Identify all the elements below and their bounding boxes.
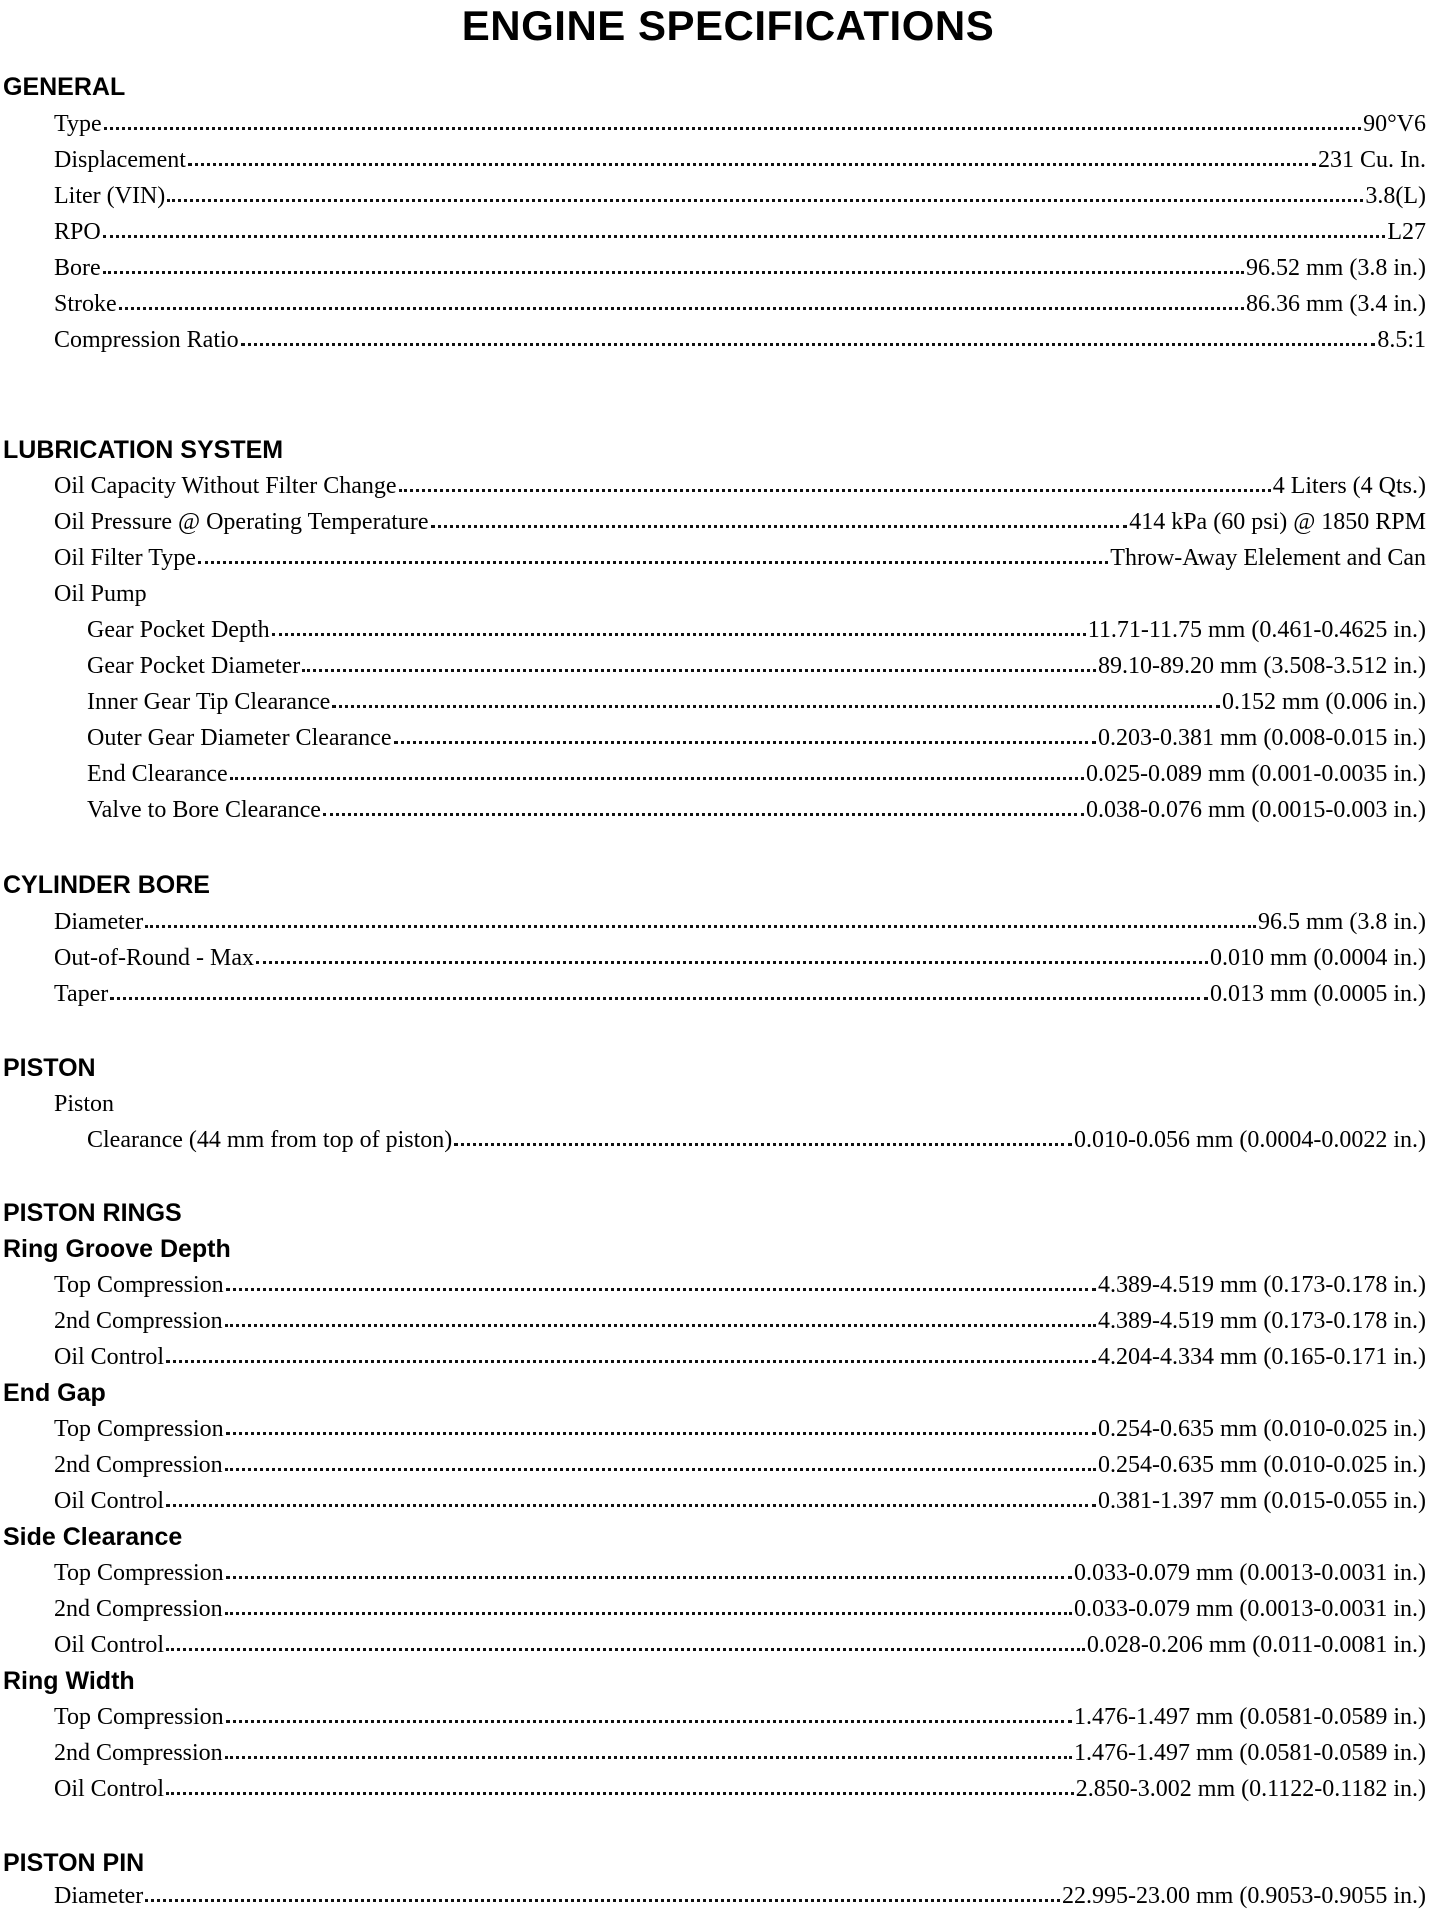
dot-leader [198, 561, 1108, 564]
spec-row [54, 504, 1426, 540]
spec-row [54, 1339, 1426, 1375]
oil-pump-label: Oil Pump [54, 581, 147, 607]
spec-row [54, 1591, 1426, 1627]
section-heading-lubrication: LUBRICATION SYSTEM [3, 436, 284, 464]
spec-row [54, 214, 1426, 250]
dot-leader [225, 1468, 1096, 1471]
spec-value: 0.013 mm (0.0005 in.) [1210, 981, 1426, 1007]
dot-leader [110, 997, 1208, 1000]
spec-label: 2nd Compression [54, 1740, 223, 1766]
spec-label: Valve to Bore Clearance [87, 797, 321, 823]
dot-leader [225, 1324, 1096, 1327]
spec-row [87, 756, 1426, 792]
spec-value: 4 Liters (4 Qts.) [1272, 473, 1426, 499]
spec-value: 89.10-89.20 mm (3.508-3.512 in.) [1098, 653, 1426, 679]
spec-label: 2nd Compression [54, 1452, 223, 1478]
dot-leader [454, 1143, 1072, 1146]
spec-value: 231 Cu. In. [1318, 147, 1426, 173]
dot-leader [226, 1432, 1096, 1435]
spec-value: 3.8(L) [1365, 183, 1426, 209]
spec-row [54, 1735, 1426, 1771]
spec-label: Type [54, 111, 102, 137]
spec-label: Top Compression [54, 1416, 224, 1442]
spec-value: 96.5 mm (3.8 in.) [1258, 909, 1426, 935]
spec-row [87, 684, 1426, 720]
spec-value: 0.028-0.206 mm (0.011-0.0081 in.) [1086, 1632, 1426, 1658]
section-heading-general: GENERAL [3, 73, 126, 101]
spec-row [54, 1447, 1426, 1483]
spec-row [54, 1555, 1426, 1591]
spec-label: Oil Control [54, 1488, 165, 1514]
spec-value: L27 [1387, 219, 1426, 245]
spec-row [54, 1771, 1426, 1807]
spec-label: Outer Gear Diameter Clearance [87, 725, 392, 751]
dot-leader [302, 669, 1096, 672]
spec-value: 0.254-0.635 mm (0.010-0.025 in.) [1098, 1452, 1426, 1478]
dot-leader [230, 777, 1084, 780]
subsection-heading-ring-width: Ring Width [3, 1667, 135, 1695]
spec-label: Oil Capacity Without Filter Change [54, 473, 397, 499]
spec-label: 2nd Compression [54, 1596, 223, 1622]
spec-value: 1.476-1.497 mm (0.0581-0.0589 in.) [1074, 1740, 1426, 1766]
spec-label: Taper [54, 981, 109, 1007]
spec-row [54, 1627, 1426, 1663]
spec-value: 22.995-23.00 mm (0.9053-0.9055 in.) [1062, 1883, 1426, 1909]
spec-row [54, 142, 1426, 178]
spec-value: 4.389-4.519 mm (0.173-0.178 in.) [1098, 1308, 1426, 1334]
section-heading-piston-rings: PISTON RINGS [3, 1199, 182, 1227]
spec-value: 0.025-0.089 mm (0.001-0.0035 in.) [1086, 761, 1426, 787]
spec-label: Oil Pressure @ Operating Temperature [54, 509, 429, 535]
spec-label: Clearance (44 mm from top of piston) [87, 1127, 453, 1153]
spec-row [54, 1699, 1426, 1735]
spec-value: 4.389-4.519 mm (0.173-0.178 in.) [1098, 1272, 1426, 1298]
spec-label: Bore [54, 255, 101, 281]
spec-row [87, 612, 1426, 648]
dot-leader [167, 199, 1363, 202]
spec-value: 0.010 mm (0.0004 in.) [1210, 945, 1426, 971]
dot-leader [103, 271, 1244, 274]
dot-leader [226, 1576, 1072, 1579]
spec-row [87, 792, 1426, 828]
spec-label: 2nd Compression [54, 1308, 223, 1334]
dot-leader [145, 925, 1256, 928]
dot-leader [226, 1720, 1072, 1723]
spec-row [54, 250, 1426, 286]
spec-row [54, 540, 1426, 576]
dot-leader [225, 1612, 1072, 1615]
spec-row [87, 1122, 1426, 1158]
spec-value: 1.476-1.497 mm (0.0581-0.0589 in.) [1074, 1704, 1426, 1730]
spec-label: Diameter [54, 1883, 144, 1909]
spec-label: Top Compression [54, 1272, 224, 1298]
spec-row [54, 1411, 1426, 1447]
dot-leader [166, 1504, 1096, 1507]
dot-leader [272, 633, 1086, 636]
subsection-heading-side-clearance: Side Clearance [3, 1523, 183, 1551]
dot-leader [431, 525, 1128, 528]
spec-value: 0.152 mm (0.006 in.) [1222, 689, 1426, 715]
spec-value: 0.033-0.079 mm (0.0013-0.0031 in.) [1074, 1596, 1426, 1622]
spec-value: 0.033-0.079 mm (0.0013-0.0031 in.) [1074, 1560, 1426, 1586]
spec-value: 4.204-4.334 mm (0.165-0.171 in.) [1098, 1344, 1426, 1370]
spec-label: Oil Control [54, 1344, 165, 1370]
piston-sub-label: Piston [54, 1091, 115, 1117]
spec-label: Stroke [54, 291, 117, 317]
dot-leader [166, 1360, 1096, 1363]
spec-label: Top Compression [54, 1704, 224, 1730]
spec-row [54, 940, 1426, 976]
dot-leader [394, 741, 1097, 744]
dot-leader [399, 489, 1271, 492]
spec-row [54, 468, 1426, 504]
dot-leader [166, 1648, 1085, 1651]
spec-value: 2.850-3.002 mm (0.1122-0.1182 in.) [1075, 1776, 1426, 1802]
spec-row [54, 1267, 1426, 1303]
section-heading-cylinder-bore: CYLINDER BORE [3, 871, 210, 899]
section-heading-piston: PISTON [3, 1054, 96, 1082]
spec-label: Displacement [54, 147, 186, 173]
spec-row [54, 106, 1426, 142]
dot-leader [256, 961, 1208, 964]
spec-row [54, 322, 1426, 358]
spec-row [54, 904, 1426, 940]
spec-row [54, 976, 1426, 1012]
dot-leader [103, 235, 1386, 238]
spec-label: Gear Pocket Diameter [87, 653, 301, 679]
spec-row [54, 178, 1426, 214]
spec-value: 8.5:1 [1377, 327, 1426, 353]
spec-label: Inner Gear Tip Clearance [87, 689, 331, 715]
spec-label: Oil Control [54, 1632, 165, 1658]
dot-leader [145, 1899, 1060, 1902]
spec-label: Compression Ratio [54, 327, 239, 353]
spec-label: RPO [54, 219, 101, 245]
dot-leader [166, 1792, 1074, 1795]
spec-label: Out-of-Round - Max [54, 945, 254, 971]
dot-leader [119, 307, 1244, 310]
spec-value: 0.038-0.076 mm (0.0015-0.003 in.) [1086, 797, 1426, 823]
spec-row [54, 1303, 1426, 1339]
spec-row [87, 648, 1426, 684]
spec-label: End Clearance [87, 761, 228, 787]
subsection-heading-ring-groove-depth: Ring Groove Depth [3, 1235, 231, 1263]
subsection-heading-end-gap: End Gap [3, 1379, 106, 1407]
dot-leader [226, 1288, 1096, 1291]
spec-row [54, 286, 1426, 322]
dot-leader [104, 127, 1361, 130]
section-heading-piston-pin: PISTON PIN [3, 1849, 145, 1877]
spec-value: 0.381-1.397 mm (0.015-0.055 in.) [1098, 1488, 1426, 1514]
dot-leader [188, 163, 1316, 166]
spec-value: 414 kPa (60 psi) @ 1850 RPM [1129, 509, 1426, 535]
dot-leader [323, 813, 1084, 816]
spec-value: 0.203-0.381 mm (0.008-0.015 in.) [1098, 725, 1426, 751]
spec-value: 0.010-0.056 mm (0.0004-0.0022 in.) [1074, 1127, 1426, 1153]
spec-value: Throw-Away Elelement and Can [1110, 545, 1426, 571]
dot-leader [241, 343, 1376, 346]
spec-row [87, 720, 1426, 756]
spec-label: Liter (VIN) [54, 183, 166, 209]
spec-label: Gear Pocket Depth [87, 617, 270, 643]
spec-label: Top Compression [54, 1560, 224, 1586]
spec-value: 90°V6 [1363, 111, 1426, 137]
spec-value: 86.36 mm (3.4 in.) [1246, 291, 1426, 317]
dot-leader [332, 705, 1220, 708]
page-title: ENGINE SPECIFICATIONS [461, 2, 995, 49]
spec-label: Oil Control [54, 1776, 165, 1802]
spec-row [54, 1483, 1426, 1519]
spec-label: Oil Filter Type [54, 545, 196, 571]
spec-value: 0.254-0.635 mm (0.010-0.025 in.) [1098, 1416, 1426, 1442]
spec-row [54, 1878, 1426, 1914]
spec-value: 11.71-11.75 mm (0.461-0.4625 in.) [1087, 617, 1426, 643]
dot-leader [225, 1756, 1072, 1759]
spec-value: 96.52 mm (3.8 in.) [1246, 255, 1426, 281]
spec-label: Diameter [54, 909, 144, 935]
